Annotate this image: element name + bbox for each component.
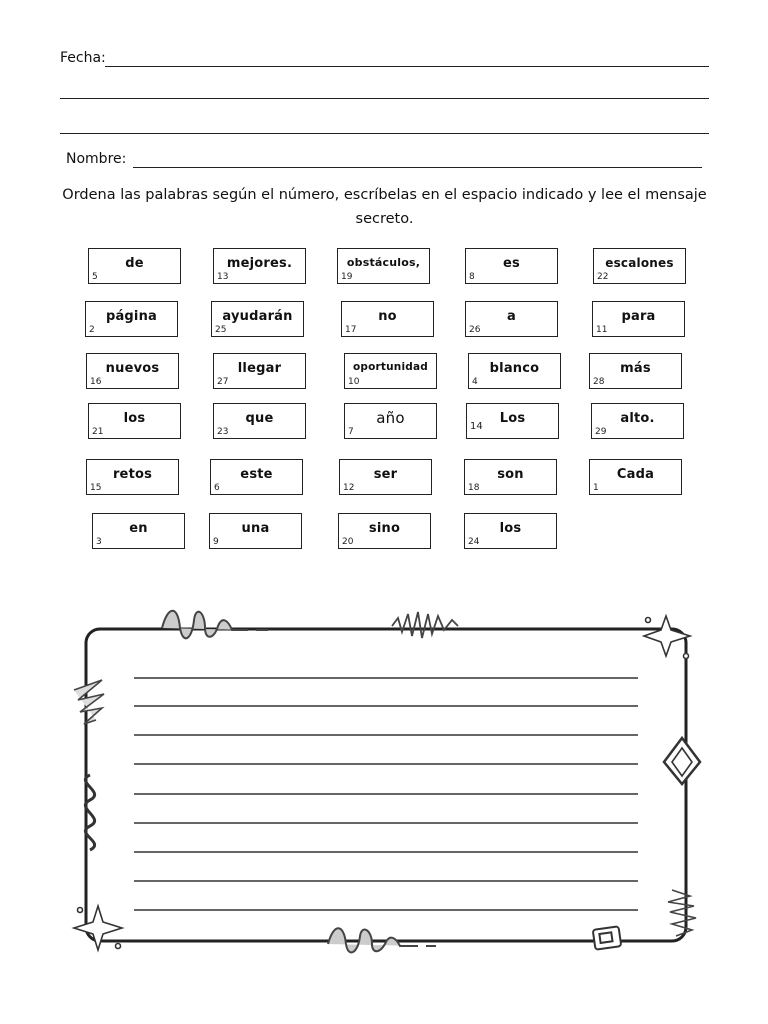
diamond-doodle-right xyxy=(664,738,700,784)
tile-number: 1 xyxy=(593,483,599,493)
tile-word: que xyxy=(245,411,274,426)
tile-number: 5 xyxy=(92,272,98,282)
tile-number: 3 xyxy=(96,537,102,547)
tile-number: 28 xyxy=(593,377,605,387)
tile-word: obstáculos, xyxy=(346,256,421,269)
tile-word: ayudarán xyxy=(222,309,293,324)
tile-number: 13 xyxy=(217,272,229,282)
tile-word: blanco xyxy=(489,361,540,376)
tile-number: 18 xyxy=(468,483,480,493)
tile-number: 14 xyxy=(470,421,483,432)
tile-word: página xyxy=(105,309,158,324)
tile-number: 2 xyxy=(89,325,95,335)
tile-number: 4 xyxy=(472,377,478,387)
tile-word: los xyxy=(499,521,522,536)
tile-number: 29 xyxy=(595,427,607,437)
tile-word: nuevos xyxy=(105,361,160,376)
tile-number: 19 xyxy=(341,272,353,282)
tile-word: en xyxy=(129,521,148,536)
tile-word: no xyxy=(378,309,397,324)
tile-number: 21 xyxy=(92,427,104,437)
tile-number: 26 xyxy=(469,325,481,335)
writing-lines xyxy=(134,678,638,910)
tile-number: 12 xyxy=(343,483,355,493)
tile-word: son xyxy=(497,467,524,482)
fecha-label: Fecha: xyxy=(60,50,106,66)
square-doodle-bottom-right xyxy=(593,926,622,949)
tile-number: 11 xyxy=(596,325,608,335)
tile-number: 23 xyxy=(217,427,229,437)
instructions-text: Ordena las palabras según el número, escríbelas en el espacio indicado y lee el mensaje secreto. xyxy=(62,187,707,227)
tile-word: más xyxy=(620,361,651,376)
tile-word: es xyxy=(503,256,520,271)
tile-number: 16 xyxy=(90,377,102,387)
tile-number: 9 xyxy=(213,537,219,547)
tile-number: 8 xyxy=(469,272,475,282)
tile-word: Los xyxy=(499,411,526,426)
tile-word: mejores. xyxy=(226,256,293,271)
tile-word: alto. xyxy=(620,411,655,426)
tile-word: retos xyxy=(112,467,153,482)
nombre-label: Nombre: xyxy=(66,151,127,167)
tile-number: 27 xyxy=(217,377,229,387)
star-doodle-top-right xyxy=(644,616,690,659)
tile-word: para xyxy=(621,309,656,324)
tile-word: Cada xyxy=(616,467,655,482)
tile-word: sino xyxy=(368,521,401,536)
tile-word: los xyxy=(123,411,146,426)
tile-number: 15 xyxy=(90,483,102,493)
tile-word: una xyxy=(241,521,270,536)
tile-word: año xyxy=(376,409,405,427)
star-doodle-bottom-left xyxy=(74,906,122,950)
tile-number: 6 xyxy=(214,483,220,493)
tile-word: este xyxy=(240,467,273,482)
tile-word: llegar xyxy=(237,361,282,376)
tile-number: 20 xyxy=(342,537,354,547)
tile-word: ser xyxy=(373,467,398,482)
tile-number: 22 xyxy=(597,272,609,282)
squiggle-doodle-top xyxy=(162,611,268,639)
tile-number: 24 xyxy=(468,537,480,547)
scribble-doodle-right xyxy=(668,890,696,936)
tile-number: 7 xyxy=(348,427,354,437)
frame-border xyxy=(86,629,686,941)
scribble-doodle-top xyxy=(392,612,458,638)
tile-number: 10 xyxy=(348,377,360,387)
zigzag-doodle-left xyxy=(74,680,104,724)
tile-word: oportunidad xyxy=(352,361,428,373)
tile-number: 25 xyxy=(215,325,227,335)
tile-word: de xyxy=(125,256,144,271)
tile-number: 17 xyxy=(345,325,357,335)
tile-word: escalones xyxy=(605,256,674,270)
tile-word: a xyxy=(507,309,516,324)
